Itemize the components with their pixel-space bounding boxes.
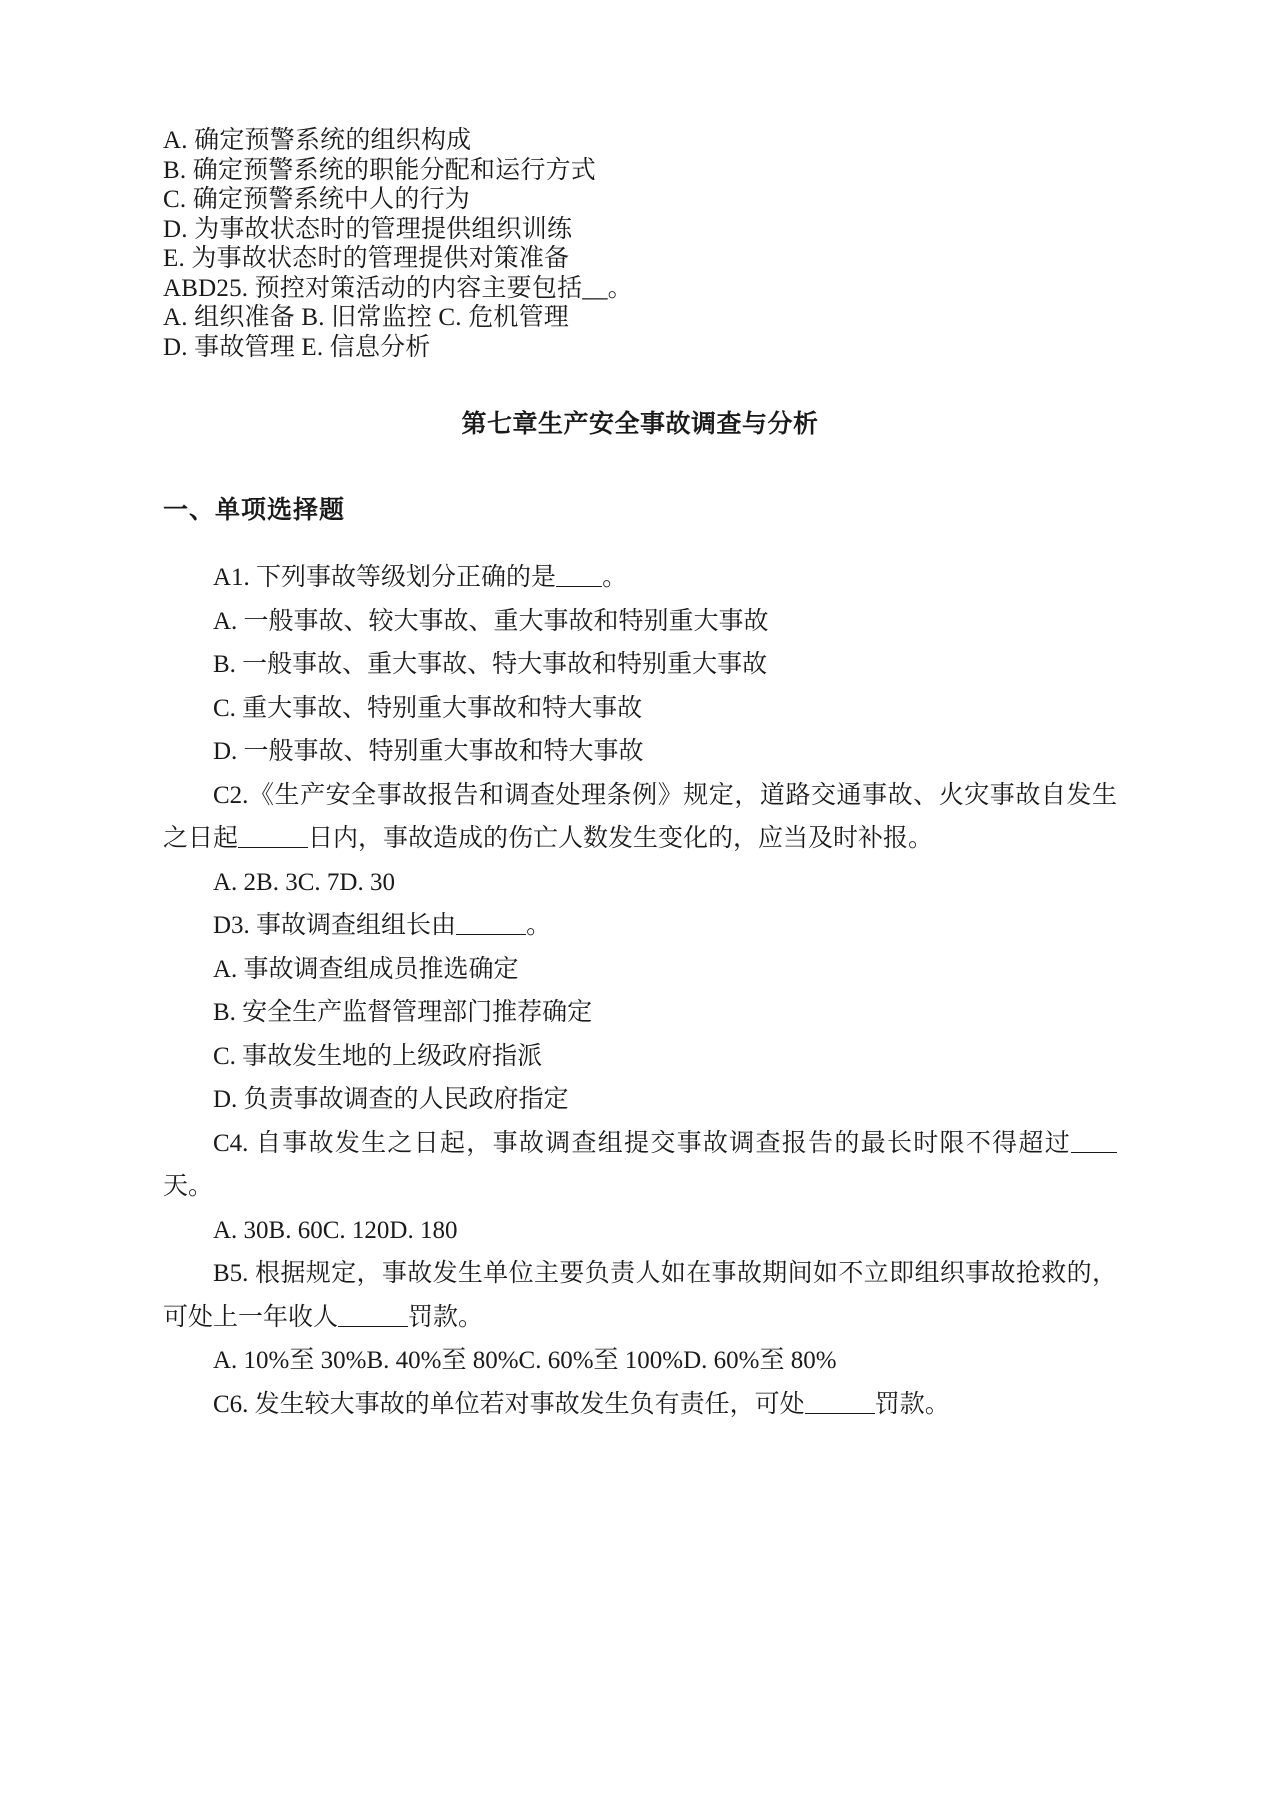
- answer-blank: [556, 586, 602, 587]
- preamble-question-line: ABD25. 预控对策活动的内容主要包括__。: [163, 274, 633, 302]
- question-option: B. 一般事故、重大事故、特大事故和特别重大事故: [213, 651, 768, 678]
- question-stem: [163, 1252, 1117, 1339]
- answer-blank: [238, 847, 308, 848]
- question-stem-tail: 。: [526, 912, 552, 939]
- page-content: [163, 126, 1117, 1426]
- question-option: A. 2B. 3C. 7D. 30: [213, 868, 395, 896]
- question-stem-text: C6. 发生较大事故的单位若对事故发生负有责任，可处: [213, 1390, 805, 1418]
- question-stem: [163, 1122, 1117, 1209]
- question-stem-text: A1. 下列事故等级划分正确的是: [213, 564, 557, 591]
- preamble-line: A. 组织准备 B. 旧常监控 C. 危机管理: [163, 304, 570, 331]
- question-option: D. 一般事故、特别重大事故和特大事故: [213, 738, 644, 765]
- question-option: D. 负责事故调查的人民政府指定: [213, 1086, 569, 1113]
- question-option: A. 30B. 60C. 120D. 180: [213, 1216, 458, 1244]
- question-list: [163, 556, 1117, 1426]
- question-option: A. 10%至 30%B. 40%至 80%C. 60%至 100%D. 60%至 80%: [213, 1347, 837, 1374]
- section-title: 一、单项选择题: [163, 497, 346, 524]
- question-stem: [163, 774, 1117, 861]
- answer-blank: [338, 1326, 408, 1327]
- preamble-line: A. 确定预警系统的组织构成: [163, 127, 472, 154]
- question-option: A. 事故调查组成员推选确定: [213, 955, 519, 983]
- question-stem-tail: 罚款。: [408, 1303, 484, 1331]
- question-option: B. 安全生产监督管理部门推荐确定: [213, 999, 593, 1026]
- chapter-title: 第七章生产安全事故调查与分析: [461, 411, 819, 438]
- preamble-line: D. 为事故状态时的管理提供组织训练: [163, 215, 573, 243]
- answer-blank: [456, 934, 526, 935]
- question-stem-text: D3. 事故调查组组长由: [213, 912, 457, 939]
- question-stem: [163, 556, 1117, 600]
- question-stem: [163, 904, 1117, 948]
- question-stem: [163, 1383, 1117, 1427]
- preamble-line: D. 事故管理 E. 信息分析: [163, 333, 431, 361]
- question-stem-text: C2.《生产安全事故报告和调查处理条例》规定，道路交通事故、火灾事故自发生之日起: [163, 781, 1117, 852]
- question-stem-tail: 日内，事故造成的伤亡人数发生变化的，应当及时补报。: [308, 825, 934, 852]
- preamble-block: [163, 126, 1117, 362]
- question-stem-tail: 天。: [163, 1173, 214, 1200]
- preamble-line: E. 为事故状态时的管理提供对策准备: [163, 245, 570, 272]
- preamble-line: B. 确定预警系统的职能分配和运行方式: [163, 156, 596, 184]
- question-stem-tail: 。: [602, 564, 628, 591]
- question-option: C. 重大事故、特别重大事故和特大事故: [213, 694, 643, 722]
- question-option: A. 一般事故、较大事故、重大事故和特别重大事故: [213, 607, 769, 635]
- answer-blank: [805, 1413, 875, 1414]
- preamble-line: C. 确定预警系统中人的行为: [163, 186, 470, 213]
- question-stem-text: C4. 自事故发生之日起，事故调查组提交事故调查报告的最长时限不得超过: [213, 1129, 1071, 1157]
- question-option: C. 事故发生地的上级政府指派: [213, 1042, 543, 1070]
- answer-blank: [1071, 1152, 1117, 1153]
- question-stem-text: B5. 根据规定，事故发生单位主要负责人如在事故期间如不立即组织事故抢救的，可处上一年收人: [163, 1260, 1117, 1331]
- question-stem-tail: 罚款。: [874, 1390, 950, 1418]
